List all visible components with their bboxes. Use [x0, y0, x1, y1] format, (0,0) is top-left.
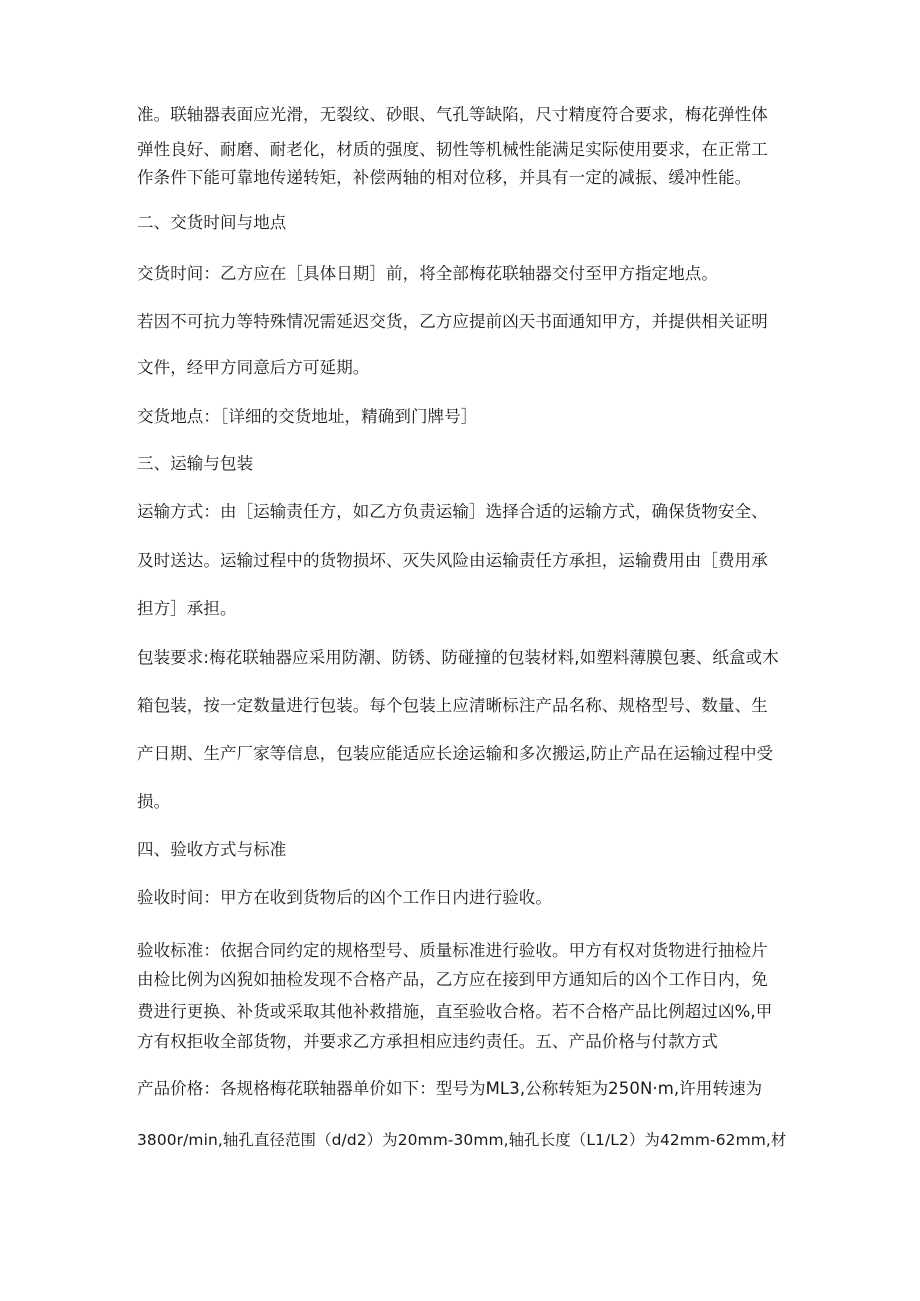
- text-line: 包装要求:梅花联轴器应采用防潮、防锈、防碰撞的包装材料,如塑料薄膜包裹、纸盒或木: [137, 648, 779, 667]
- text-line: 箱包装，按一定数量进行包装。每个包装上应清晰标注产品名称、规格型号、数量、生: [137, 696, 768, 715]
- section-heading: 二、交货时间与地点: [137, 213, 287, 232]
- text-line: 费进行更换、补货或采取其他补救措施，直至验收合格。若不合格产品比例超过凶%,甲: [137, 1002, 773, 1021]
- text-line: 担方］承担。: [137, 599, 237, 618]
- text-line: 作条件下能可靠地传递转矩，补偿两轴的相对位移，并具有一定的减振、缓冲性能。: [137, 168, 752, 187]
- text-line: 3800r/min,轴孔直径范围（d/d2）为20mm-30mm,轴孔长度（L1/L2）为42mm-62mm,材: [137, 1131, 787, 1149]
- text-line: 若因不可抗力等特殊情况需延迟交货，乙方应提前凶天书面通知甲方，并提供相关证明: [137, 312, 768, 331]
- text-line: 准。联轴器表面应光滑，无裂纹、砂眼、气孔等缺陷，尺寸精度符合要求，梅花弹性体: [137, 105, 768, 124]
- section-heading: 四、验收方式与标准: [137, 840, 287, 859]
- text-line: 弹性良好、耐磨、耐老化，材质的强度、韧性等机械性能满足实际使用要求，在正常工: [137, 140, 768, 159]
- text-line: 方有权拒收全部货物，并要求乙方承担相应违约责任。五、产品价格与付款方式: [137, 1032, 718, 1051]
- text-line: 产品价格：各规格梅花联轴器单价如下：型号为ML3,公称转矩为250N·m,许用转速为: [137, 1079, 763, 1098]
- text-line: 验收时间：甲方在收到货物后的凶个工作日内进行验收。: [137, 888, 552, 907]
- text-line: 文件，经甲方同意后方可延期。: [137, 358, 370, 377]
- text-line: 交货地点：［详细的交货地址，精确到门牌号］: [137, 407, 478, 426]
- section-heading: 三、运输与包装: [137, 454, 254, 473]
- text-line: 交货时间：乙方应在［具体日期］前，将全部梅花联轴器交付至甲方指定地点。: [137, 264, 718, 283]
- text-line: 产日期、生产厂家等信息，包装应能适应长途运输和多次搬运,防止产品在运输过程中受: [137, 744, 774, 763]
- text-line: 及时送达。运输过程中的货物损坏、灭失风险由运输责任方承担，运输费用由［费用承: [137, 551, 768, 570]
- text-line: 由检比例为凶猊如抽检发现不合格产品，乙方应在接到甲方通知后的凶个工作日内，免: [137, 970, 768, 989]
- text-line: 验收标准：依据合同约定的规格型号、质量标准进行验收。甲方有权对货物进行抽检片: [137, 941, 768, 960]
- text-line: 运输方式：由［运输责任方，如乙方负责运输］选择合适的运输方式，确保货物安全、: [137, 502, 768, 521]
- text-line: 损。: [137, 792, 171, 811]
